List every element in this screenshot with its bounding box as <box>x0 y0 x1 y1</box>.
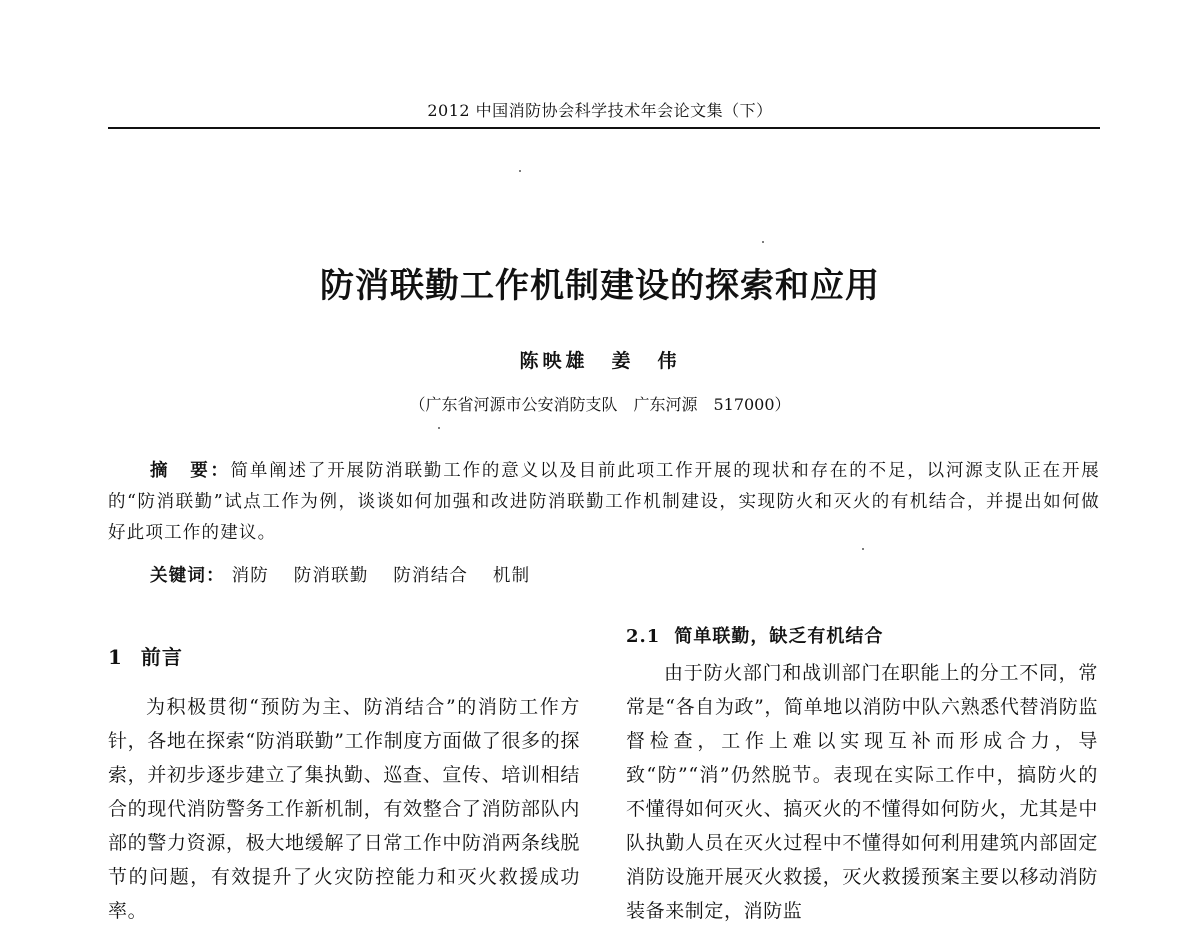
subsection-number: 2.1 <box>626 626 661 647</box>
header-rule <box>108 127 1100 129</box>
body-paragraph: 由于防火部门和战训部门在职能上的分工不同，常常是“各自为政”，简单地以消防中队六熟悉代替消防监督检查，工作上难以实现互补而形成合力，导致“防”“消”仍然脱节。表现在实际工作中，搞防火的不懂得如何灭火、搞灭火的不懂得如何防火，尤其是中队执勤人员在灭火过程中不懂得如何利用建筑内部固定消防设施开展灭火救援，灭火救援预案主要以移动消防装备来制定，消防监 <box>626 662 1098 922</box>
section-number: 1 <box>108 645 123 669</box>
keyword: 防消联勤 <box>293 566 369 586</box>
subsection-title: 简单联勤，缺乏有机结合 <box>674 626 884 647</box>
body-paragraph: 为积极贯彻“预防为主、防消结合”的消防工作方针，各地在探索“防消联勤”工作制度方面做了很多的探索，并初步逐步建立了集执勤、巡查、宣传、培训相结合的现代消防警务工作新机制，有效整合了消防部队内部的警力资源，极大地缓解了日常工作中防消两条线脱节的问题，有效提升了火灾防控能力和灭火救援成功率。 <box>108 696 580 922</box>
keywords-label: 关键词： <box>150 566 225 586</box>
section-heading <box>108 640 580 674</box>
right-column <box>626 620 1098 928</box>
left-column <box>108 620 580 928</box>
keyword: 防消结合 <box>393 566 469 586</box>
subsection-heading <box>626 620 1098 654</box>
scan-speck <box>438 427 440 429</box>
abstract <box>108 456 1100 549</box>
author-affiliation: （广东省河源市公安消防支队 广东河源 517000） <box>409 395 791 414</box>
keyword: 机制 <box>492 566 531 586</box>
running-header: 2012 中国消防协会科学技术年会论文集（下） <box>427 101 773 120</box>
scan-speck <box>762 241 764 243</box>
keywords <box>150 561 548 592</box>
author-names: 陈映雄 姜 伟 <box>519 350 681 372</box>
abstract-label: 摘 要： <box>150 461 231 481</box>
keyword: 消防 <box>231 566 269 586</box>
section-title: 前言 <box>140 645 183 669</box>
scan-speck <box>519 170 521 172</box>
paper-title: 防消联勤工作机制建设的探索和应用 <box>320 266 880 306</box>
abstract-text: 简单阐述了开展防消联勤工作的意义以及目前此项工作开展的现状和存在的不足，以河源支队正在开展的“防消联勤”试点工作为例，谈谈如何加强和改进防消联勤工作机制建设，实现防火和灭火的有机结合，并提出如何做好此项工作的建议。 <box>108 461 1101 543</box>
